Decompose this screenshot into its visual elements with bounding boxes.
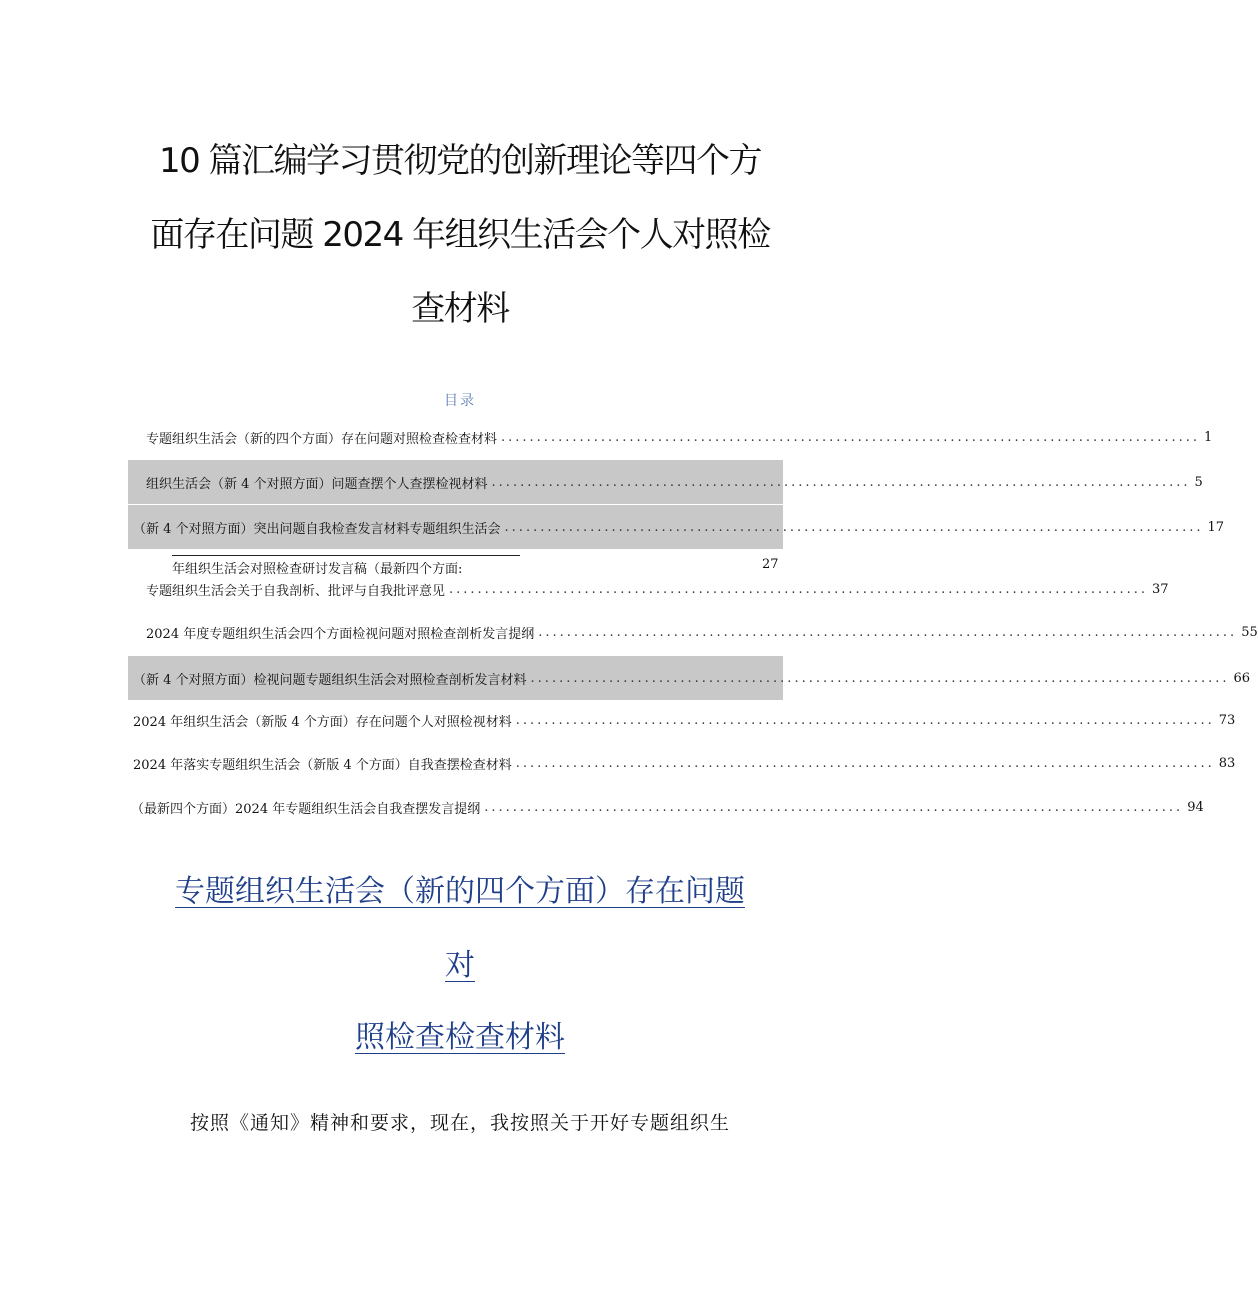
toc-entry[interactable] bbox=[146, 567, 1169, 611]
toc-entry-page: 37 bbox=[1151, 581, 1169, 597]
toc-entry[interactable] bbox=[131, 785, 1204, 829]
toc-entry-text: 2024 年落实专题组织生活会（新版 4 个方面）自我查摆检查材料 bbox=[133, 757, 512, 773]
toc-entry[interactable] bbox=[133, 698, 1236, 742]
toc-entry-text: （新 4 个对照方面）检视问题专题组织生活会对照检查剖析发言材料 bbox=[133, 672, 527, 688]
section-title-line-2[interactable] bbox=[0, 940, 920, 984]
toc-entry-text: （新 4 个对照方面）突出问题自我检查发言材料专题组织生活会 bbox=[133, 521, 501, 537]
toc-leader: .................................................................................................. bbox=[449, 581, 1148, 597]
toc-entry[interactable] bbox=[133, 741, 1236, 785]
toc-heading: 目录 bbox=[444, 393, 476, 409]
toc-entry[interactable] bbox=[128, 505, 1225, 549]
toc-entry[interactable] bbox=[146, 415, 1213, 459]
toc-entry-page: 94 bbox=[1187, 799, 1204, 815]
toc-leader: .................................................................................................. bbox=[515, 712, 1215, 728]
toc-entry-text: 2024 年组织生活会（新版 4 个方面）存在问题个人对照检视材料 bbox=[133, 714, 512, 730]
toc-leader: .................................................................................................. bbox=[484, 799, 1184, 815]
toc-entry-page: 17 bbox=[1207, 519, 1225, 535]
toc-leader: .................................................................................................. bbox=[491, 474, 1191, 490]
doc-title-line-3: 查材料 bbox=[411, 289, 509, 329]
toc-entry-text: 专题组织生活会关于自我剖析、批评与自我批评意见 bbox=[146, 583, 446, 599]
toc-leader: .................................................................................................. bbox=[530, 670, 1230, 686]
toc-entry-page: 55 bbox=[1241, 624, 1258, 640]
section-title-text[interactable]: 专题组织生活会（新的四个方面）存在问题 bbox=[175, 874, 745, 909]
section-title-text[interactable]: 对 bbox=[445, 948, 475, 983]
toc-entry-text: 2024 年度专题组织生活会四个方面检视问题对照检查剖析发言提纲 bbox=[146, 626, 535, 642]
section-title-line-1[interactable] bbox=[0, 866, 920, 910]
toc-entry-text: 专题组织生活会（新的四个方面）存在问题对照检查检查材料 bbox=[146, 431, 498, 447]
toc-entry-page: 5 bbox=[1194, 474, 1203, 490]
section-title-line-3[interactable] bbox=[0, 1012, 920, 1056]
toc-leader: .................................................................................................. bbox=[538, 624, 1238, 640]
toc-entry[interactable] bbox=[128, 460, 1203, 504]
section-title-text[interactable]: 照检查检查材料 bbox=[355, 1020, 565, 1055]
doc-title-line-2: 面存在问题 2024 年组织生活会个人对照检 bbox=[150, 215, 770, 255]
toc-entry-text[interactable]: 年组织生活会对照检查研讨发言稿（最新四个方面: bbox=[172, 555, 520, 577]
toc-leader: .................................................................................................. bbox=[515, 755, 1215, 771]
toc-entry[interactable] bbox=[128, 656, 1251, 700]
toc-entry-text: 组织生活会（新 4 个对照方面）问题查摆个人查摆检视材料 bbox=[146, 476, 488, 492]
doc-title-line-1: 10 篇汇编学习贯彻党的创新理论等四个方 bbox=[158, 141, 762, 181]
toc-entry-page: 27 bbox=[762, 557, 779, 572]
toc-leader: .................................................................................................. bbox=[504, 519, 1204, 535]
body-paragraph: 按照《通知》精神和要求，现在，我按照关于开好专题组织生 bbox=[190, 1112, 731, 1134]
toc-entry-page: 73 bbox=[1218, 712, 1236, 728]
toc-entry-page: 1 bbox=[1203, 429, 1213, 445]
toc-leader: .................................................................................................. bbox=[501, 429, 1200, 445]
toc-entry-page: 66 bbox=[1233, 670, 1251, 686]
toc-entry-page: 83 bbox=[1218, 755, 1236, 771]
toc-entry-text: （最新四个方面）2024 年专题组织生活会自我查摆发言提纲 bbox=[131, 801, 481, 817]
toc-entry[interactable] bbox=[146, 610, 1258, 654]
